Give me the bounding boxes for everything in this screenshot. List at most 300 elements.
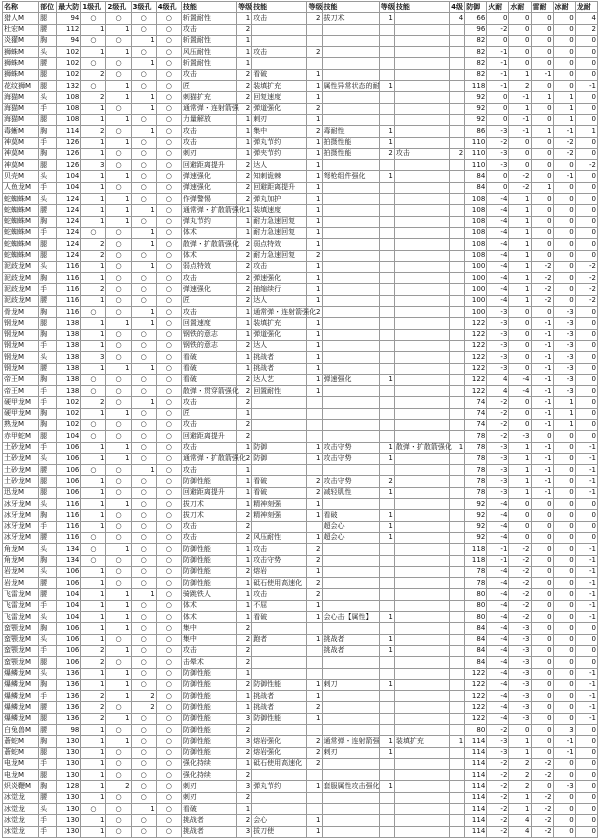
table-cell: 106 — [57, 657, 81, 668]
table-cell: -1 — [575, 555, 597, 566]
table-cell — [322, 702, 379, 713]
table-cell: ○ — [156, 702, 181, 713]
table-cell: 防御性能 — [181, 713, 236, 724]
table-cell: 106 — [57, 578, 81, 589]
table-cell: 1 — [379, 453, 394, 464]
table-cell: 0 — [531, 736, 553, 747]
table-cell: 0 — [509, 35, 531, 46]
table-cell: 1 — [237, 227, 252, 238]
table-cell: ○ — [106, 578, 131, 589]
table-cell: -1 — [553, 747, 575, 758]
table-cell: -3 — [487, 126, 509, 137]
table-cell: 0 — [553, 600, 575, 611]
table-cell: -1 — [575, 544, 597, 555]
table-row — [3, 645, 598, 656]
table-cell: 124 — [57, 194, 81, 205]
table-cell: 1 — [81, 453, 106, 464]
table-cell: 防御性能 — [181, 555, 236, 566]
table-cell — [252, 408, 307, 419]
table-cell — [450, 758, 465, 769]
table-cell: 1 — [237, 578, 252, 589]
table-cell: 2 — [450, 148, 465, 159]
table-cell: 0 — [531, 623, 553, 634]
table-cell — [379, 47, 394, 58]
table-cell: 2 — [509, 758, 531, 769]
table-cell — [450, 623, 465, 634]
table-cell: ○ — [156, 318, 181, 329]
table-cell: 3 — [237, 736, 252, 747]
table-cell: 78 — [465, 476, 487, 487]
table-cell: ○ — [131, 408, 156, 419]
column-header: 1级孔 — [81, 2, 106, 13]
table-cell: 1 — [106, 600, 131, 611]
table-cell: 4 — [487, 374, 509, 385]
table-cell: 98 — [57, 725, 81, 736]
table-cell: 1 — [81, 589, 106, 600]
table-cell: 1 — [509, 476, 531, 487]
table-cell: 1 — [106, 205, 131, 216]
column-header: 等级 — [379, 2, 394, 13]
table-cell: 白兔兽M — [3, 725, 39, 736]
table-cell: 斩置耐性 — [181, 58, 236, 69]
table-cell: 蛇蜘蛛M — [3, 216, 39, 227]
table-cell: 104 — [57, 589, 81, 600]
table-cell: 狮蛛M — [3, 58, 39, 69]
table-cell: 130 — [57, 736, 81, 747]
table-cell: ○ — [156, 160, 181, 171]
table-cell: 土砂龙M — [3, 442, 39, 453]
table-cell: 1 — [307, 363, 322, 374]
table-cell: 2 — [237, 770, 252, 781]
table-cell — [307, 645, 322, 656]
table-cell: -4 — [487, 589, 509, 600]
table-cell: 1 — [237, 137, 252, 148]
table-cell: -2 — [487, 725, 509, 736]
table-cell: 0 — [487, 114, 509, 125]
table-cell: 116 — [57, 499, 81, 510]
table-cell — [379, 431, 394, 442]
table-cell: 0 — [575, 171, 597, 182]
table-cell: 1 — [509, 465, 531, 476]
table-cell: 0 — [575, 35, 597, 46]
table-cell: 74 — [465, 419, 487, 430]
table-cell: -2 — [531, 792, 553, 803]
table-cell: 腿 — [39, 487, 57, 498]
table-cell: 砥石使用高速化 — [252, 578, 307, 589]
column-header: 等级 — [237, 2, 252, 13]
table-cell: 100 — [465, 261, 487, 272]
table-cell — [322, 544, 379, 555]
table-cell: 强化持续 — [181, 770, 236, 781]
table-cell: 2 — [237, 657, 252, 668]
table-cell: 1 — [106, 81, 131, 92]
table-cell — [450, 668, 465, 679]
table-cell — [379, 114, 394, 125]
table-cell: 拔刀术 — [181, 499, 236, 510]
table-cell: -2 — [509, 182, 531, 193]
table-cell: ○ — [156, 510, 181, 521]
table-cell: 1 — [106, 171, 131, 182]
table-cell: -3 — [553, 340, 575, 351]
table-cell: 头 — [39, 352, 57, 363]
table-cell: 通常弹・扩散箭强化 — [181, 453, 236, 464]
table-cell: 炎獾M — [3, 35, 39, 46]
table-row — [3, 160, 598, 171]
table-row — [3, 24, 598, 35]
table-cell — [450, 340, 465, 351]
table-cell — [307, 431, 322, 442]
table-cell: ○ — [131, 284, 156, 295]
table-cell: 1 — [237, 216, 252, 227]
table-cell — [379, 239, 394, 250]
table-cell: 0 — [553, 24, 575, 35]
table-cell: 土砂龙M — [3, 465, 39, 476]
table-cell: 帝王M — [3, 374, 39, 385]
table-cell: 腿 — [39, 114, 57, 125]
table-cell: 74 — [465, 397, 487, 408]
table-cell: 138 — [57, 340, 81, 351]
table-cell: ○ — [106, 182, 131, 193]
table-cell: 0 — [531, 205, 553, 216]
table-cell: 攻击 — [252, 13, 307, 24]
column-header: 龙耐 — [575, 2, 597, 13]
table-cell: 2 — [81, 702, 106, 713]
table-cell: 骨龙M — [3, 307, 39, 318]
table-cell: ○ — [106, 340, 131, 351]
table-cell — [450, 702, 465, 713]
table-cell: 腰 — [39, 363, 57, 374]
table-cell: ○ — [131, 544, 156, 555]
table-cell: 达人 — [252, 340, 307, 351]
table-cell: -1 — [575, 668, 597, 679]
table-cell: 116 — [57, 532, 81, 543]
table-cell: ○ — [131, 476, 156, 487]
table-cell: 1 — [81, 600, 106, 611]
table-cell: -2 — [509, 544, 531, 555]
table-row — [3, 736, 598, 747]
table-cell: 腰 — [39, 295, 57, 306]
table-cell: 0 — [553, 216, 575, 227]
table-cell — [379, 24, 394, 35]
table-cell: ○ — [156, 363, 181, 374]
column-header: 防御 — [465, 2, 487, 13]
table-cell: 防御性能 — [181, 668, 236, 679]
table-cell: 腿 — [39, 431, 57, 442]
table-cell — [322, 92, 379, 103]
table-cell: 0 — [575, 340, 597, 351]
table-cell: 0 — [575, 804, 597, 815]
table-cell: 刺刃 — [181, 148, 236, 159]
table-cell: ○ — [156, 725, 181, 736]
table-cell — [450, 510, 465, 521]
table-cell: 击晕术 — [181, 657, 236, 668]
table-cell: ○ — [156, 419, 181, 430]
table-cell: 0 — [575, 216, 597, 227]
table-cell — [394, 713, 449, 724]
table-cell: 1 — [237, 691, 252, 702]
table-cell — [450, 307, 465, 318]
table-cell: 1 — [81, 205, 106, 216]
table-cell — [379, 804, 394, 815]
table-cell: 耐力急速回复 — [252, 216, 307, 227]
table-cell: 砥石使用高速化 — [252, 758, 307, 769]
table-cell: -4 — [487, 668, 509, 679]
table-cell: ○ — [131, 623, 156, 634]
table-cell: 0 — [531, 781, 553, 792]
table-cell: ○ — [156, 555, 181, 566]
table-cell — [379, 826, 394, 837]
table-cell: 0 — [531, 702, 553, 713]
table-cell: 2 — [575, 24, 597, 35]
table-cell: -2 — [531, 273, 553, 284]
table-cell: 看破 — [181, 374, 236, 385]
table-row — [3, 476, 598, 487]
table-cell: 78 — [465, 578, 487, 589]
table-cell — [322, 35, 379, 46]
table-cell: -1 — [487, 81, 509, 92]
table-cell: 92 — [465, 510, 487, 521]
table-cell: ○ — [156, 216, 181, 227]
table-cell: 1 — [81, 47, 106, 58]
table-cell: 0 — [553, 691, 575, 702]
table-cell: 0 — [575, 736, 597, 747]
table-cell: 1 — [106, 589, 131, 600]
table-cell: 1 — [509, 804, 531, 815]
table-row — [3, 261, 598, 272]
table-cell: ○ — [106, 792, 131, 803]
table-cell — [450, 250, 465, 261]
table-cell: 0 — [575, 521, 597, 532]
table-cell: 1 — [307, 713, 322, 724]
table-cell — [322, 408, 379, 419]
table-cell: 1 — [131, 239, 156, 250]
table-cell: 0 — [509, 725, 531, 736]
table-cell: 138 — [57, 363, 81, 374]
table-cell: ○ — [156, 137, 181, 148]
table-cell: 1 — [509, 736, 531, 747]
table-cell: 1 — [237, 804, 252, 815]
table-cell: 1 — [237, 668, 252, 679]
table-cell: ○ — [131, 374, 156, 385]
table-cell: 1 — [106, 92, 131, 103]
table-cell: -3 — [487, 487, 509, 498]
table-cell: 2 — [509, 770, 531, 781]
table-cell: ○ — [131, 487, 156, 498]
table-cell: 92 — [465, 532, 487, 543]
table-cell: 胸 — [39, 510, 57, 521]
table-cell: -2 — [487, 792, 509, 803]
table-cell: 1 — [531, 92, 553, 103]
table-cell: 0 — [531, 58, 553, 69]
table-cell: 弹速强化 — [181, 182, 236, 193]
table-cell: 防御性能 — [181, 679, 236, 690]
table-cell — [379, 318, 394, 329]
table-cell: ○ — [131, 419, 156, 430]
table-cell — [394, 826, 449, 837]
table-cell: -2 — [487, 24, 509, 35]
table-cell: 1 — [106, 194, 131, 205]
table-cell: ○ — [131, 24, 156, 35]
table-cell: 106 — [57, 465, 81, 476]
table-cell: 会心 — [252, 815, 307, 826]
table-cell — [450, 679, 465, 690]
table-cell: 头 — [39, 566, 57, 577]
table-row — [3, 329, 598, 340]
table-cell: 2 — [81, 250, 106, 261]
table-cell: ○ — [156, 668, 181, 679]
table-cell: 1 — [553, 419, 575, 430]
table-cell: 1 — [237, 58, 252, 69]
table-cell: 0 — [509, 419, 531, 430]
table-cell: 杜宏M — [3, 24, 39, 35]
table-cell — [450, 137, 465, 148]
table-cell: 2 — [307, 736, 322, 747]
table-cell: 1 — [81, 792, 106, 803]
table-cell: ○ — [156, 397, 181, 408]
table-cell: ○ — [106, 725, 131, 736]
table-cell: 知刺诡棘 — [252, 171, 307, 182]
table-cell — [322, 770, 379, 781]
table-cell: 0 — [553, 58, 575, 69]
table-cell: 胸 — [39, 126, 57, 137]
table-cell — [450, 363, 465, 374]
table-cell — [450, 397, 465, 408]
table-cell: 110 — [465, 148, 487, 159]
table-cell: ○ — [156, 239, 181, 250]
table-cell: ○ — [156, 340, 181, 351]
table-cell — [394, 702, 449, 713]
table-cell: 104 — [57, 612, 81, 623]
table-cell — [379, 92, 394, 103]
table-row — [3, 431, 598, 442]
table-cell: 腰 — [39, 532, 57, 543]
table-row — [3, 103, 598, 114]
table-cell: ○ — [156, 747, 181, 758]
table-cell: 炽炎鞭M — [3, 781, 39, 792]
table-row — [3, 194, 598, 205]
table-cell — [322, 58, 379, 69]
table-cell — [322, 250, 379, 261]
table-cell: 手 — [39, 397, 57, 408]
table-cell: 94 — [57, 35, 81, 46]
table-cell — [379, 216, 394, 227]
table-cell: ○ — [81, 804, 106, 815]
table-cell: 胸 — [39, 408, 57, 419]
table-cell: 0 — [553, 182, 575, 193]
table-cell: ○ — [156, 431, 181, 442]
column-header: 4级 — [450, 2, 465, 13]
table-cell: 泥歧龙M — [3, 284, 39, 295]
table-cell: 0 — [509, 397, 531, 408]
table-cell: 蛇蜘蛛M — [3, 205, 39, 216]
table-cell — [450, 770, 465, 781]
column-header: 等级 — [307, 2, 322, 13]
table-cell: 122 — [465, 702, 487, 713]
table-row — [3, 239, 598, 250]
table-cell: 防御性能 — [181, 747, 236, 758]
table-cell: 0 — [575, 137, 597, 148]
table-cell: 1 — [81, 408, 106, 419]
table-cell: ○ — [131, 442, 156, 453]
table-row — [3, 725, 598, 736]
table-cell: -4 — [487, 657, 509, 668]
table-cell: 4 — [450, 13, 465, 24]
table-cell: 108 — [465, 205, 487, 216]
table-cell: ○ — [131, 747, 156, 758]
table-cell — [379, 103, 394, 114]
table-cell: 122 — [465, 318, 487, 329]
table-cell: -1 — [531, 340, 553, 351]
table-cell: 1 — [307, 781, 322, 792]
table-cell: ○ — [131, 668, 156, 679]
table-cell — [322, 47, 379, 58]
table-row — [3, 35, 598, 46]
table-cell: -4 — [487, 250, 509, 261]
table-cell: 130 — [57, 815, 81, 826]
table-cell — [322, 205, 379, 216]
table-cell: 0 — [509, 160, 531, 171]
table-cell: 看破 — [252, 476, 307, 487]
table-cell: 看破 — [322, 510, 379, 521]
table-cell: -3 — [487, 453, 509, 464]
table-cell: 124 — [57, 250, 81, 261]
table-cell: 0 — [575, 374, 597, 385]
table-cell: 1 — [81, 770, 106, 781]
table-row — [3, 13, 598, 24]
table-cell — [394, 92, 449, 103]
table-cell: 1 — [379, 13, 394, 24]
table-cell: 挑战者 — [252, 352, 307, 363]
table-cell: -2 — [487, 770, 509, 781]
table-cell — [322, 160, 379, 171]
table-cell: ○ — [156, 47, 181, 58]
table-cell: 防御 — [252, 442, 307, 453]
table-cell: -1 — [509, 126, 531, 137]
table-cell — [322, 431, 379, 442]
table-cell: 手 — [39, 826, 57, 837]
table-cell: ○ — [131, 612, 156, 623]
table-cell — [322, 826, 379, 837]
table-cell: 106 — [57, 453, 81, 464]
table-cell: 78 — [465, 431, 487, 442]
table-cell: 冰牙龙M — [3, 510, 39, 521]
table-cell: ○ — [156, 465, 181, 476]
table-cell: 1 — [131, 318, 156, 329]
table-cell: -2 — [487, 826, 509, 837]
table-cell: -3 — [553, 781, 575, 792]
table-cell: ○ — [156, 250, 181, 261]
table-cell: 拍摄性能 — [322, 137, 379, 148]
table-cell — [394, 58, 449, 69]
table-row — [3, 453, 598, 464]
table-cell: 1 — [379, 781, 394, 792]
table-cell: -3 — [553, 318, 575, 329]
table-cell: -3 — [509, 679, 531, 690]
table-cell: 1 — [237, 442, 252, 453]
table-cell: -2 — [487, 397, 509, 408]
table-cell — [379, 702, 394, 713]
table-cell: 2 — [81, 657, 106, 668]
table-cell: 1 — [131, 35, 156, 46]
table-cell: 1 — [81, 499, 106, 510]
table-cell: 122 — [465, 374, 487, 385]
table-row — [3, 623, 598, 634]
table-cell — [322, 397, 379, 408]
table-cell: 回避距离提升 — [181, 160, 236, 171]
table-cell: 4 — [575, 13, 597, 24]
table-cell: -4 — [487, 578, 509, 589]
table-cell: 0 — [531, 148, 553, 159]
